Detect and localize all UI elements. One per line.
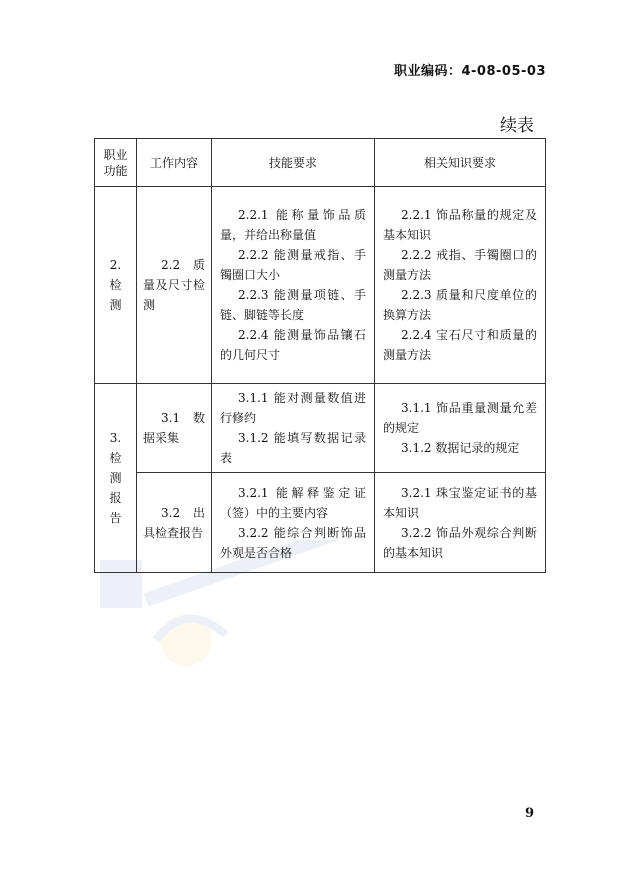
skills-cell: [212, 187, 375, 384]
skill-item: 2.2.3 能测量项链、手链、脚链等长度: [220, 288, 366, 322]
function-cell: 3. 检测报告: [95, 384, 137, 573]
function-cell: 2. 检测: [95, 187, 137, 384]
table-row: [95, 384, 546, 473]
knowledge-item: 2.2.3 质量和尺度单位的换算方法: [383, 288, 537, 322]
work-content-cell: 3.2 出具检查报告: [137, 473, 212, 573]
page-number: 9: [525, 806, 535, 821]
skills-cell: [212, 473, 375, 573]
knowledge-cell: [375, 187, 546, 384]
knowledge-cell: [375, 473, 546, 573]
knowledge-item: 2.2.4 宝石尺寸和质量的测量方法: [383, 328, 537, 362]
knowledge-item: 2.2.1 饰品称量的规定及基本知识: [383, 208, 537, 242]
work-content-cell: 2.2 质量及尺寸检测: [137, 187, 212, 384]
skill-item: 3.1.1 能对测量数值进行修约: [220, 391, 366, 425]
skills-cell: [212, 384, 375, 473]
table-row: [95, 473, 546, 573]
skill-item: 2.2.2 能测量戒指、手镯圈口大小: [220, 248, 366, 282]
skill-item: 3.1.2 能填写数据记录表: [220, 431, 366, 465]
knowledge-cell: [375, 384, 546, 473]
skill-item: 3.2.2 能综合判断饰品外观是否合格: [220, 525, 366, 560]
work-content-cell: 3.1 数据采集: [137, 384, 212, 473]
knowledge-item: 3.1.1 饰品重量测量允差的规定: [383, 401, 537, 435]
knowledge-item: 3.2.2 饰品外观综合判断的基本知识: [383, 525, 537, 560]
skill-item: 3.2.1 能解释鉴定证（签）中的主要内容: [220, 485, 366, 520]
table-header-row: [95, 139, 546, 187]
skills-table: [94, 138, 546, 573]
table-row: [95, 187, 546, 384]
knowledge-item: 2.2.2 戒指、手镯圈口的测量方法: [383, 248, 537, 282]
occupation-code: 职业编码：4-08-05-03: [393, 64, 546, 79]
skill-item: 2.2.4 能测量饰品镶石的几何尺寸: [220, 328, 366, 362]
continued-label: 续表: [500, 116, 534, 136]
skill-item: 2.2.1 能称量饰品质量，并给出称量值: [220, 208, 366, 242]
header-function: 职业功能: [95, 139, 137, 187]
header-work: 工作内容: [137, 139, 212, 187]
knowledge-item: 3.2.1 珠宝鉴定证书的基本知识: [383, 485, 537, 520]
knowledge-item: 3.1.2 数据记录的规定: [401, 441, 520, 455]
header-knowledge: 相关知识要求: [375, 139, 546, 187]
header-skills: 技能要求: [212, 139, 375, 187]
